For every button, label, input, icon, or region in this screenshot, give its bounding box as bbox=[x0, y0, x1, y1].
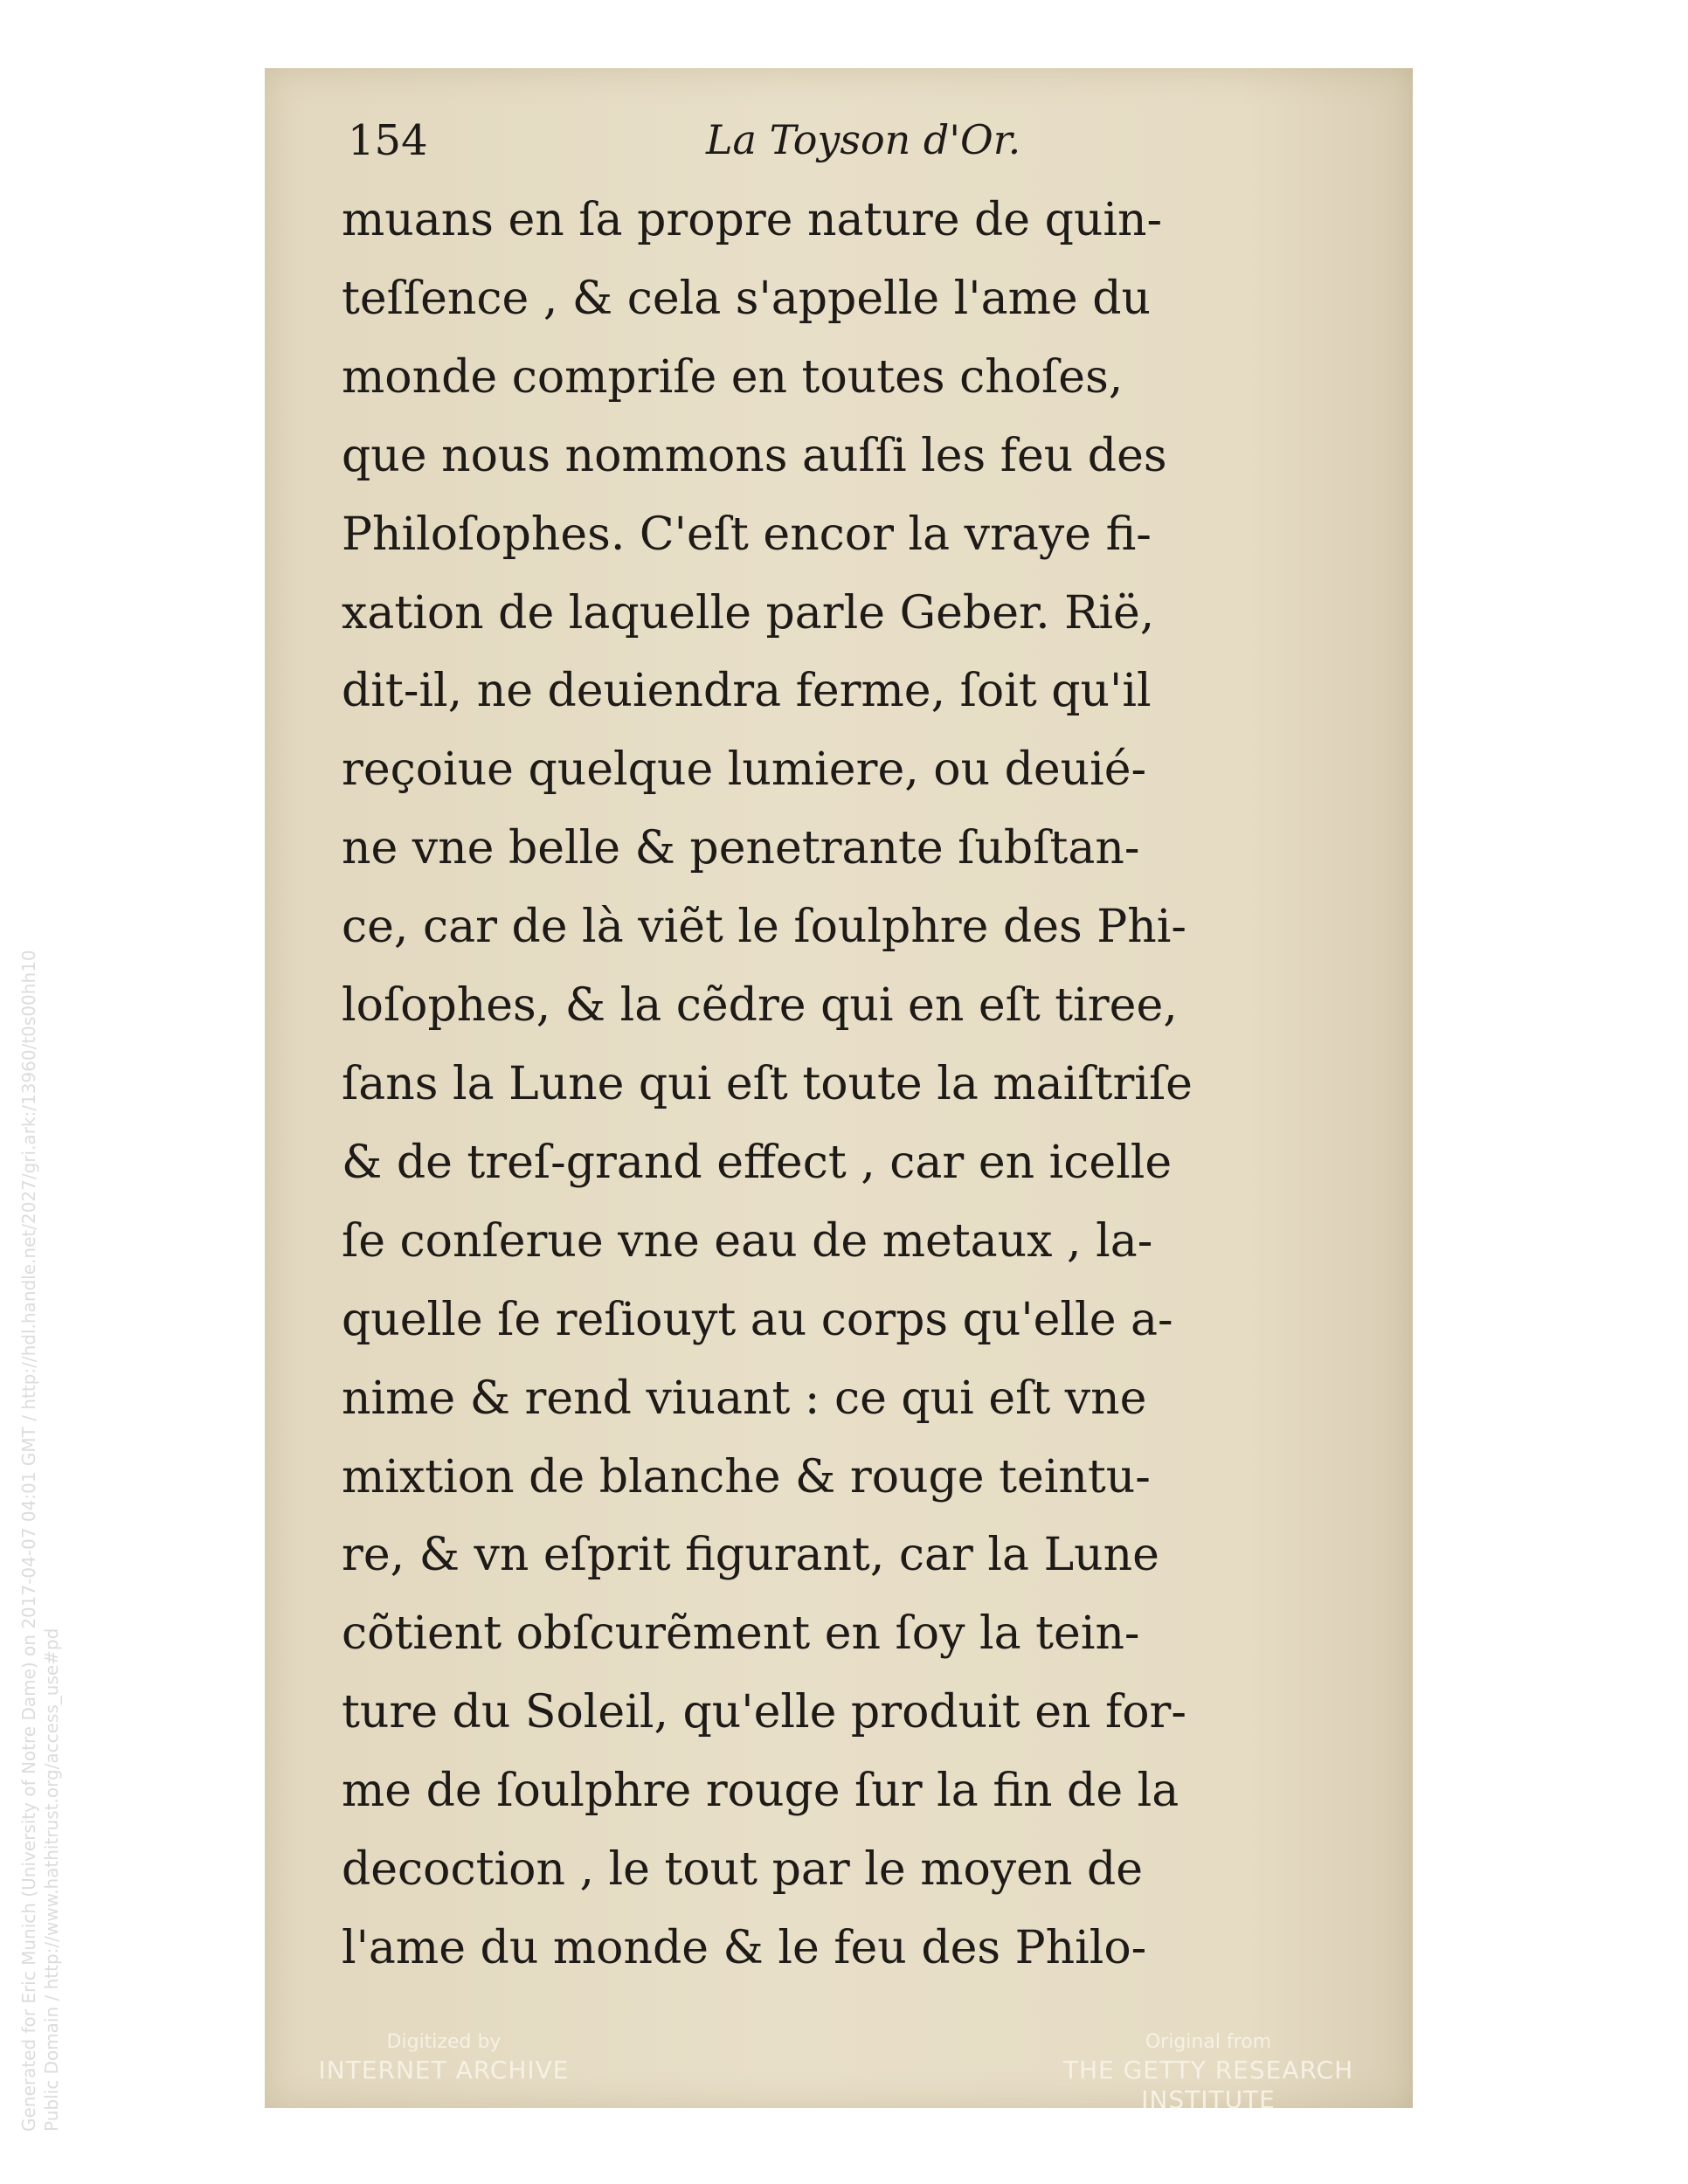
text-line: l'ame du monde & le feu des Philo- bbox=[342, 1921, 1147, 1974]
text-line: reçoiue quelque lumiere, ou deuié- bbox=[342, 743, 1147, 797]
text-line: monde compriſe en toutes choſes, bbox=[342, 350, 1124, 404]
text-line: Philoſophes. C'eſt encor la vraye fi- bbox=[342, 508, 1152, 561]
watermark-line-1: Generated for Eric Munich (University of Notre Dame) on 2017-04-07 04:01 GMT / http://hdl.handle.net/2027/gri.ark:/13960/t0s00hh10 bbox=[18, 950, 39, 2132]
text-line: ne vne belle & penetrante ſubſtan- bbox=[342, 822, 1140, 875]
text-line: cõtient obſcurẽment en ſoy la tein- bbox=[342, 1607, 1140, 1661]
text-line: decoction , le tout par le moyen de bbox=[342, 1843, 1144, 1897]
text-line: me de ſoulphre rouge ſur la fin de la bbox=[342, 1765, 1180, 1818]
text-line: ce, car de là viẽt le ſoulphre des Phi- bbox=[342, 901, 1186, 954]
page-number: 154 bbox=[348, 116, 428, 165]
text-line: muans en ſa propre nature de quin- bbox=[342, 194, 1163, 246]
text-line: quelle ſe reſiouyt au corps qu'elle a- bbox=[342, 1293, 1173, 1346]
text-line: mixtion de blanche & rouge teintu- bbox=[342, 1450, 1151, 1503]
text-line: ſe conſerue vne eau de metaux , la- bbox=[342, 1214, 1153, 1268]
body-text bbox=[342, 182, 1346, 1988]
digitized-by-credit bbox=[287, 2029, 601, 2085]
text-line: teſſence , & cela s'appelle l'ame du bbox=[342, 272, 1151, 325]
text-line: nime & rend viuant : ce qui eſt vne bbox=[342, 1372, 1147, 1425]
hathitrust-watermark bbox=[17, 821, 63, 2132]
getty-institute-label: THE GETTY RESEARCH INSTITUTE bbox=[1062, 2056, 1354, 2114]
text-line: ſans la Lune qui eſt toute la maiſtriſe bbox=[342, 1057, 1193, 1110]
watermark-line-2: Public Domain / http://www.hathitrust.org/access_use#pd bbox=[41, 1628, 62, 2132]
text-line: & de treſ-grand effect , car en icelle bbox=[342, 1136, 1173, 1189]
text-line: ture du Soleil, qu'elle produit en for- bbox=[342, 1686, 1186, 1739]
running-title: La Toyson d'Or. bbox=[706, 116, 1021, 163]
page-header bbox=[348, 116, 1352, 177]
text-line: dit-il, ne deuiendra ferme, ſoit qu'il bbox=[342, 665, 1152, 718]
text-line: que nous nommons auſſi les feu des bbox=[342, 429, 1167, 482]
text-line: re, & vn eſprit figurant, car la Lune bbox=[342, 1529, 1159, 1582]
scanned-book-page bbox=[265, 68, 1413, 2114]
text-line: loſophes, & la cẽdre qui en eſt tiree, bbox=[342, 979, 1178, 1033]
text-line: xation de laquelle parle Geber. Rië, bbox=[342, 586, 1155, 639]
original-from-credit bbox=[1025, 2029, 1392, 2115]
original-from-label: Original from bbox=[1145, 2031, 1272, 2053]
digitized-by-label: Digitized by bbox=[386, 2031, 502, 2053]
internet-archive-label: INTERNET ARCHIVE bbox=[318, 2056, 570, 2084]
